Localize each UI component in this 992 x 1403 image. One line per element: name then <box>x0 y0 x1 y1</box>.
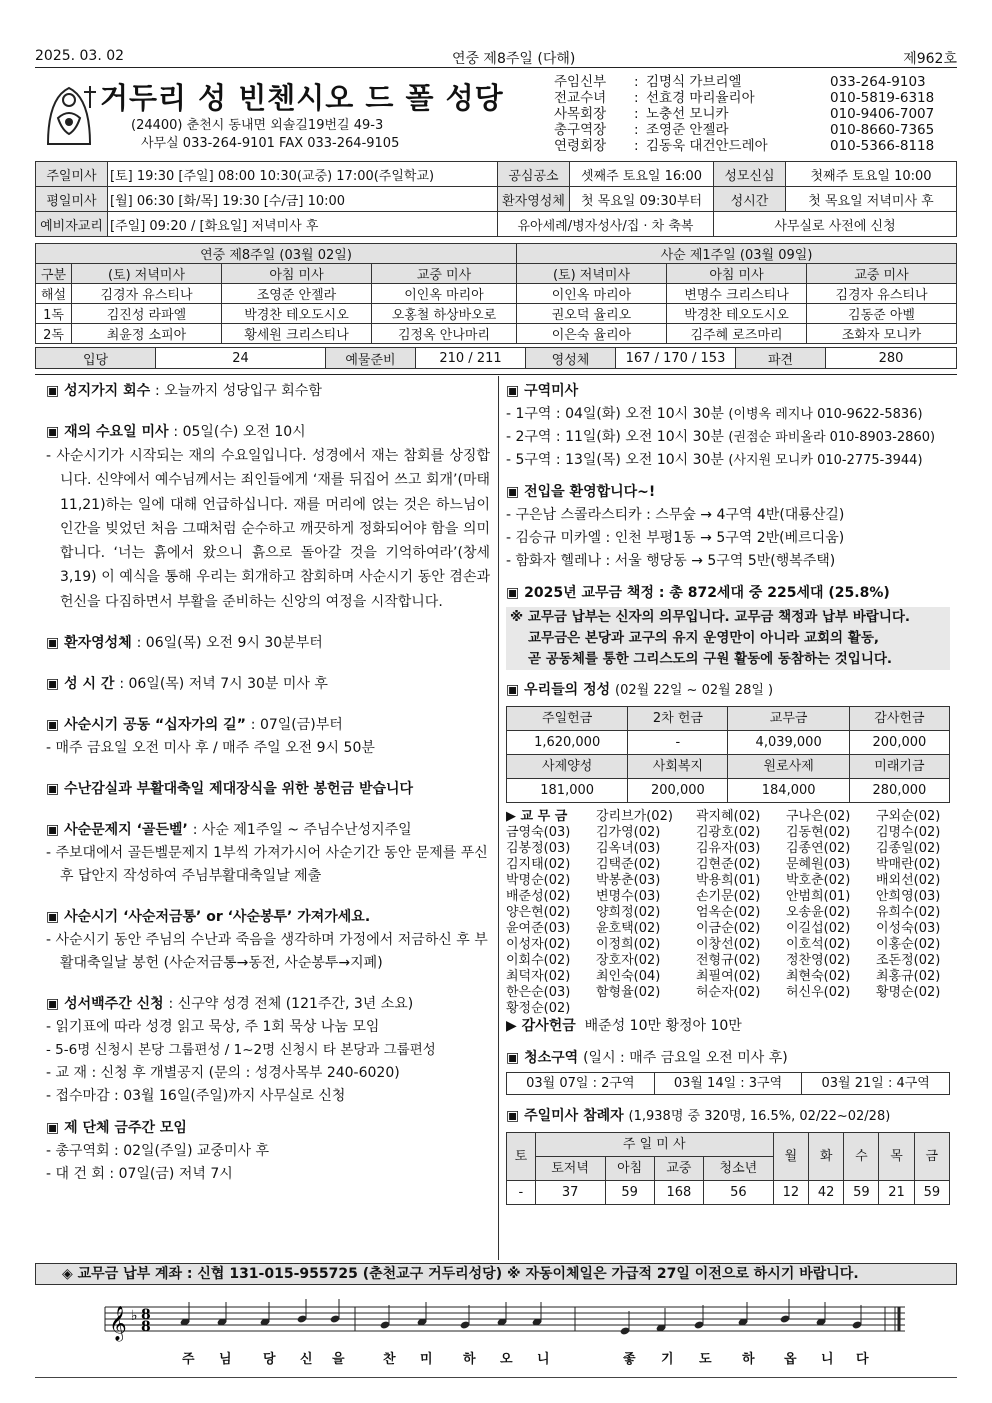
tithe-donor: 황명순(02) <box>876 985 941 1000</box>
tithe-donor: 김가영(02) <box>596 825 661 840</box>
tithe-donor: 구나은(02) <box>786 809 851 824</box>
tithe-donor: 박명순(02) <box>506 873 571 888</box>
tithe-donor: 이금순(02) <box>696 921 761 936</box>
right-column: ▣ 구역미사 - 1구역 : 04일(화) 오전 10시 30분 (이병옥 레지나 010-9622-5836) - 2구역 : 11일(화) 오전 10시 30분 (권점순 파비올라 010-8903-2860) - 5구역 : 13일(목) 오전 10시 30분 (사지원 모니카 010-2775-3944) ▣ 전입을 환영합니다~! - 구은남 스콜라스티카 : 스무숲 → 4구역 4반(대룡산길) - 김승규 미카엘 : 인천 부평1동 → 5구역 2반(베르디움) - 함화자 헬레나 : 서울 행당동 → 5구역 5반(행복주택) ▣ 2025년 교무금 책정 : 총 872세대 중 225세대 (25.8%) ※ 교무금 납부는 신자의 의무입니다. 교무금 책정과 납부 바랍니다. 교무금은 본당과 교구의 유지 운영만이 아니라 교회의 활동, 곧 공동체를 통한 그리스도의 구원 활동에 동참하는 것입니다. ▣ 우리들의 정성 (02월 22일 ~ 02월 28일 ) 주일헌금 2차 헌금 교무금 감사헌금 1,620,000 - 4,039,000 200,000 사제양성 사회복지 원로사제 미래기금 181,000 200,000 184,000 280,000 ▶ 교 무 금 강리브가(02) 곽지혜(02) 구나은(02) 구외순(02) 금영숙(03) 김가영(02) 김광호(02) 김동현(02) 김명수(02) 김봉정(03) 김옥녀(03) 김유자(03) 김종연(02) 김종일(02) 김지태(02) 김택준(02) 김현준(02) 문혜원(03) 박매란(02) 박명순(02) 박봉춘(03) 박용희(01) 박호춘(02) 배외선(02) 배준성(02) 변명수(03) 손기문(02) 안범희(01) 안희영(03) 양은현(02) 양희정(02) 엄옥순(02) 오송윤(02) 유희수(02) 윤여준(03) 윤호택(02) 이금순(02) 이길섭(02) 이성숙(03) 이성자(02) 이정희(02) 이창선(02) 이호석(02) 이홍순(02) 이회수(02) 장호자(02) 전형규(02) 정찬영(02) 조돈정(02) 최덕자(02) 최인숙(04) 최필여(02) 최현숙(02) 최홍규(02) 한은순(03) 함형율(02) 허순자(02) 허신우(02) 황명순(02) 황정순(02) ▶ 감사헌금 배준성 10만 황정아 10만 ▣ 청소구역 (일시 : 매주 금요일 오전 미사 후) 03월 07일 : 2구역 03월 14일 : 3구역 03월 21일 : 4구역 ▣ 주일미사 참례자 (1,938명 중 320명, 16.5%, 02/22~02/28) 토 주 일 미 사 월 화 수 목 금 토저녁 아침 교중 청소년 - 37 59 168 56 12 42 59 21 59 <box>506 380 950 1205</box>
tithe-donor: 김지태(02) <box>506 857 571 872</box>
notice-heading: ▣ 환자영성체 : 06일(목) 오전 9시 30분부터 <box>46 635 323 652</box>
mass-schedule-table <box>35 161 957 237</box>
treble-clef-icon: 𝄞 <box>109 1306 127 1341</box>
notice-heading: ▣ 성 시 간 : 06일(목) 저녁 7시 30분 미사 후 <box>46 676 328 693</box>
schedule-row: 주일미사 [토] 19:30 [주일] 08:00 10:30(교중) 17:00(주일학교) 공심공소 셋째주 토요일 16:00 성모신심 첫째주 토요일 10:00 <box>36 162 957 187</box>
divider <box>35 374 957 375</box>
lyric-syllable: 오 <box>500 1352 513 1367</box>
tithe-list: ▶ 교 무 금 강리브가(02) 곽지혜(02) 구나은(02) 구외순(02) 금영숙(03) 김가영(02) 김광호(02) 김동현(02) 김명수(02) 김봉정(03) 김옥녀(03) 김유자(03) 김종연(02) 김종일(02) 김지태(02) 김택준(02) 김현준(02) 문혜원(03) 박매란(02) 박명순(02) 박봉춘(03) 박용희(01) 박호춘(02) 배외선(02) 배준성(02) 변명수(03) 손기문(02) 안범희(01) 안희영(03) 양은현(02) 양희정(02) 엄옥순(02) 오송윤(02) 유희수(02) 윤여준(03) 윤호택(02) 이금순(02) 이길섭(02) 이성숙(03) 이성자(02) 이정희(02) 이창선(02) 이호석(02) 이홍순(02) 이회수(02) 장호자(02) 전형규(02) 정찬영(02) 조돈정(02) 최덕자(02) 최인숙(04) 최필여(02) 최현숙(02) 최홍규(02) 한은순(03) 함형율(02) 허순자(02) 허신우(02) 황명순(02) 황정순(02) <box>506 809 950 1017</box>
sunday-title: 연중 제8주일 (다해) <box>451 51 576 67</box>
tithe-donor: 윤여준(03) <box>506 921 571 936</box>
tithe-donor: 엄옥순(02) <box>696 905 761 920</box>
notice-heading: ▣ 2025년 교무금 책정 : 총 872세대 중 225세대 (25.8%) <box>506 585 890 601</box>
time-signature-top: 8 <box>141 1307 151 1323</box>
tithe-donor: 안희영(03) <box>876 889 941 904</box>
notice-heading: ▣ 사순시기 공동 “십자가의 길” : 07일(금)부터 <box>46 717 343 734</box>
notice-heading: ▣ 제 단체 금주간 모임 <box>46 1120 187 1137</box>
tithe-donor: 이길섭(02) <box>786 921 851 936</box>
tithe-donor: 장호자(02) <box>596 953 661 968</box>
notice-heading: ▣ 성지가지 회수 : 오늘까지 성당입구 회수함 <box>46 383 322 399</box>
tithe-donor: 정찬영(02) <box>786 953 851 968</box>
tithe-donor: 강리브가(02) <box>596 809 673 824</box>
lyric-syllable: 하 <box>463 1352 476 1367</box>
lyrics <box>0 1348 992 1368</box>
tithe-donor: 배준성(02) <box>506 889 571 904</box>
tithe-donor: 이회수(02) <box>506 953 571 968</box>
lyric-syllable: 미 <box>420 1352 433 1367</box>
church-address <box>131 117 399 153</box>
tithe-donor: 김현준(02) <box>696 857 761 872</box>
tithe-donor: 김동현(02) <box>786 825 851 840</box>
tithe-donor: 이성자(02) <box>506 937 571 952</box>
church-logo-icon <box>40 78 98 148</box>
cleaning-schedule: 03월 07일 : 2구역 03월 14일 : 3구역 03월 21일 : 4구역 <box>506 1072 950 1095</box>
tithe-donor: 유희수(02) <box>876 905 941 920</box>
tithe-donor: 양은현(02) <box>506 905 571 920</box>
tithe-donor: 박봉춘(03) <box>596 873 661 888</box>
tithe-donor: 문혜원(03) <box>786 857 851 872</box>
lyric-syllable: 당 <box>263 1352 276 1367</box>
notice-heading: ▣ 성서백주간 신청 : 신구약 성경 전체 (121주간, 3년 소요) <box>46 996 414 1013</box>
ash-wednesday-text: - 사순시기가 시작되는 재의 수요일입니다. 성경에서 재는 참회를 상징합니다. 신약에서 예수님께서는 죄인들에게 ‘재를 뒤집어 쓰고 회개’(마태 11,21)하는 일에 대해 언급하십니다. 재를 머리에 얹는 것은 하느님이 인간을 빚었던 처음 그때처럼 순수하고 깨끗하게 정화되어야 함을 의미합니다. ‘너는 흙에서 왔으니 흙으로 돌아갈 것을 기억하여라’(창세 3,19) 이 예식을 통해 우리는 회개하고 참회하며 사순시기 동안 겸손과 헌신을 다짐하면서 부활을 준비하는 신앙의 여정을 시작합니다. <box>46 448 490 610</box>
tithe-donor: 오송윤(02) <box>786 905 851 920</box>
left-column: ▣ 성지가지 회수 : 오늘까지 성당입구 회수함 ▣ 재의 수요일 미사 : 05일(수) 오전 10시 - 사순시기가 시작되는 재의 수요일입니다. 성경에서 재는 참회를 상징합니다. 신약에서 예수님께서는 죄인들에게 ‘재를 뒤집어 쓰고 회개’(마태 11,21)하는 일에 대해 언급하십니다. 재를 머리에 얹는 것은 하느님이 인간을 빚었던 처음 그때처럼 순수하고 깨끗하게 정화되어야 함을 의미합니다. ‘너는 흙에서 왔으니 흙으로 돌아갈 것을 기억하여라’(창세 3,19) 이 예식을 통해 우리는 회개하고 참회하며 사순시기 동안 겸손과 헌신을 다짐하면서 부활을 준비하는 신앙의 여정을 시작합니다. ▣ 환자영성체 : 06일(목) 오전 9시 30분부터 ▣ 성 시 간 : 06일(목) 저녁 7시 30분 미사 후 ▣ 사순시기 공동 “십자가의 길” : 07일(금)부터 - 매주 금요일 오전 미사 후 / 매주 주일 오전 9시 50분 ▣ 수난감실과 부활대축일 제대장식을 위한 봉헌금 받습니다 ▣ 사순문제지 ‘골든벨’ : 사순 제1주일 ~ 주님수난성지주일 - 주보대에서 골든벨문제지 1부씩 가져가시어 사순기간 동안 문제를 푸신 후 답안지 작성하여 주님부활대축일날 제출 ▣ 사순시기 ‘사순저금통’ or ‘사순봉투’ 가져가세요. - 사순시기 동안 주님의 수난과 죽음을 생각하며 가정에서 저금하신 후 부활대축일날 봉헌 (사순저금통→동전, 사순봉투→지폐) ▣ 성서백주간 신청 : 신구약 성경 전체 (121주간, 3년 소요) - 읽기표에 따라 성경 읽고 묵상, 주 1회 묵상 나눔 모임 - 5-6명 신청시 본당 그룹편성 / 1~2명 신청시 타 본당과 그룹편성 - 교 재 : 신청 후 개별공지 (문의 : 성경사목부 240-6020) - 접수마감 : 03월 16일(주일)까지 사무실로 신청 ▣ 제 단체 금주간 모임 - 총구역회 : 02일(주일) 교중미사 후 - 대 건 회 : 07일(금) 저녁 7시 <box>46 380 490 1186</box>
issue-number: 제962호 <box>903 51 957 67</box>
tithe-donor: 조돈정(02) <box>876 953 941 968</box>
notice-heading: ▣ 수난감실과 부활대축일 제대장식을 위한 봉헌금 받습니다 <box>46 781 414 798</box>
tithe-donor: 최현숙(02) <box>786 969 851 984</box>
lyric-syllable: 니 <box>537 1352 550 1367</box>
lyric-syllable: 도 <box>699 1352 712 1367</box>
tithe-donor: 이정희(02) <box>596 937 661 952</box>
staff-list <box>554 74 958 154</box>
tithe-donor: 이성숙(03) <box>876 921 941 936</box>
notice-heading: ▣ 주일미사 참례자 (1,938명 중 320명, 16.5%, 02/22~02/28) <box>506 1108 891 1124</box>
liturgy-roles-table: 연중 제8주일 (03월 02일) 사순 제1주일 (03월 09일) 구분 (토) 저녁미사 아침 미사 교중 미사 (토) 저녁미사 아침 미사 교중 미사 해설 김경자 유스티나 조영준 안젤라 이인옥 마리아 이인옥 마리아 변명수 크리스티나 김경자 유스티나 1독 김진성 라파엘 박경찬 테오도시오 오홍철 하상바오로 권오덕 율리오 박경찬 테오도시오 김동준 아벨 2독 최윤정 소피아 황세원 크리스티나 김정옥 안나마리 이은숙 율리아 김주혜 로즈마리 조화자 모니카 <box>35 243 957 344</box>
notice-heading: ▣ 구역미사 <box>506 383 579 399</box>
tithe-donor: 한은순(03) <box>506 985 571 1000</box>
attendance-table: 토 주 일 미 사 월 화 수 목 금 토저녁 아침 교중 청소년 - 37 59 168 56 12 42 59 21 59 <box>506 1132 950 1205</box>
lyric-syllable: 을 <box>332 1352 345 1367</box>
tithe-donor: 김종일(02) <box>876 841 941 856</box>
address: (24400) 춘천시 동내면 외솔길19번길 49-3 <box>131 118 384 133</box>
lyric-syllable: 좋 <box>623 1352 636 1367</box>
tithe-donor: 곽지혜(02) <box>696 809 761 824</box>
tithe-donor: 배외선(02) <box>876 873 941 888</box>
tithe-notice: ※ 교무금 납부는 신자의 의무입니다. 교무금 책정과 납부 바랍니다. 교무금은 본당과 교구의 유지 운영만이 아니라 교회의 활동, 곧 공동체를 통한 그리스도의 구원 활동에 동참하는 것입니다. <box>506 607 950 670</box>
staff-row: 연령회장 : 김동욱 대건안드레아 010-5366-8118 <box>554 138 935 154</box>
tithe-donor: 박호춘(02) <box>786 873 851 888</box>
staff-row: 주임신부 : 김명식 가브리엘 033-264-9103 <box>554 74 926 90</box>
table-row: 1독 김진성 라파엘 박경찬 테오도시오 오홍철 하상바오로 권오덕 율리오 박경찬 테오도시오 김동준 아벨 <box>36 304 957 324</box>
tithe-donor: 최홍규(02) <box>876 969 941 984</box>
tithe-donor: 양희정(02) <box>596 905 661 920</box>
tithe-donor: 윤호택(02) <box>596 921 661 936</box>
tithe-donor: 최필여(02) <box>696 969 761 984</box>
top-bar <box>35 48 957 68</box>
notice-heading: ▣ 청소구역 (일시 : 매주 금요일 오전 미사 후) <box>506 1050 788 1066</box>
tithe-donor: 변명수(03) <box>596 889 661 904</box>
table-row: 2독 최윤정 소피아 황세원 크리스티나 김정옥 안나마리 이은숙 율리아 김주혜 로즈마리 조화자 모니카 <box>36 324 957 344</box>
tithe-donor: 안범희(01) <box>786 889 851 904</box>
table-row: 해설 김경자 유스티나 조영준 안젤라 이인옥 마리아 이인옥 마리아 변명수 크리스티나 김경자 유스티나 <box>36 284 957 304</box>
lyric-syllable: 옵 <box>784 1352 797 1367</box>
lyric-syllable: 니 <box>821 1352 834 1367</box>
lyric-syllable: 신 <box>300 1352 313 1367</box>
tithe-donor: 김유자(03) <box>696 841 761 856</box>
tithe-donor: 김광호(02) <box>696 825 761 840</box>
tithe-donor: 전형규(02) <box>696 953 761 968</box>
tithe-donor: 이홍순(02) <box>876 937 941 952</box>
notice-heading: ▣ 사순문제지 ‘골든벨’ : 사순 제1주일 ~ 주님수난성지주일 <box>46 822 412 839</box>
notice-heading: ▣ 우리들의 정성 (02월 22일 ~ 02월 28일 ) <box>506 682 774 698</box>
schedule-row: 평일미사 [월] 06:30 [화/목] 19:30 [수/금] 10:00 환자영성체 첫 목요일 09:30부터 성시간 첫 목요일 저녁미사 후 <box>36 187 957 212</box>
tithe-donor: 김명수(02) <box>876 825 941 840</box>
tithe-donor: 황정순(02) <box>506 1001 571 1016</box>
tithe-donor: 구외순(02) <box>876 809 941 824</box>
tithe-donor: 김택준(02) <box>596 857 661 872</box>
office-contact: 사무실 033-264-9101 FAX 033-264-9105 <box>141 136 400 151</box>
lyric-syllable: 하 <box>742 1352 755 1367</box>
tithe-donor: 최덕자(02) <box>506 969 571 984</box>
tithe-donor: 이호석(02) <box>786 937 851 952</box>
staff-row: 사목회장 : 노충선 모니카 010-9406-7007 <box>554 106 935 122</box>
tithe-donor: 손기문(02) <box>696 889 761 904</box>
notice-heading: ▣ 전입을 환영합니다~! <box>506 484 656 500</box>
notice-heading: ▣ 사순시기 ‘사순저금통’ or ‘사순봉투’ 가져가세요. <box>46 909 371 926</box>
account-banner: ◈ 교무금 납부 계좌 : 신협 131-015-955725 (춘천교구 거두리성당) ※ 자동이체일은 가급적 27일 이전으로 하시기 바랍니다. <box>35 1263 957 1285</box>
date: 2025. 03. 02 <box>35 48 125 64</box>
tithe-donor: 박용희(01) <box>696 873 761 888</box>
tithe-donor: 금영숙(03) <box>506 825 571 840</box>
tithe-donor: 김종연(02) <box>786 841 851 856</box>
offering-table: 주일헌금 2차 헌금 교무금 감사헌금 1,620,000 - 4,039,000 200,000 사제양성 사회복지 원로사제 미래기금 181,000 200,000 184,000 280,000 <box>506 706 950 803</box>
lyric-syllable: 찬 <box>383 1352 396 1367</box>
lyric-syllable: 주 <box>182 1352 195 1367</box>
flat-icon: ♭ <box>131 1308 138 1324</box>
tithe-donor: 허신우(02) <box>786 985 851 1000</box>
lyric-syllable: 다 <box>856 1352 869 1367</box>
tithe-donor: 김옥녀(03) <box>596 841 661 856</box>
staff-row: 총구역장 : 조영준 안젤라 010-8660-7365 <box>554 122 935 138</box>
tithe-donor: 최인숙(04) <box>596 969 661 984</box>
column-divider <box>498 376 499 1260</box>
lyric-syllable: 님 <box>219 1352 232 1367</box>
tithe-donor: 박매란(02) <box>876 857 941 872</box>
notice-heading: ▣ 재의 수요일 미사 : 05일(수) 오전 10시 <box>46 424 306 440</box>
tithe-donor: 함형율(02) <box>596 985 661 1000</box>
schedule-row: 예비자교리 [주일] 09:20 / [화요일] 저녁미사 후 유아세례/병자성사/집 · 차 축복 사무실로 사전에 신청 <box>36 212 957 237</box>
duty-stats-table: 입당 24 예물준비 210 / 211 영성체 167 / 170 / 153 파견 280 <box>35 347 957 369</box>
staff-row: 전교수녀 : 선효경 마리율리아 010-5819-6318 <box>554 90 935 106</box>
church-name: 거두리 성 빈첸시오 드 폴 성당 <box>100 81 504 115</box>
tithe-donor: 허순자(02) <box>696 985 761 1000</box>
notes <box>180 1299 885 1336</box>
lyric-syllable: 기 <box>661 1352 674 1367</box>
bottom-divider <box>35 1377 957 1378</box>
tithe-donor: 이창선(02) <box>696 937 761 952</box>
tithe-donor: 김봉정(03) <box>506 841 571 856</box>
time-signature-bottom: 8 <box>141 1319 151 1335</box>
